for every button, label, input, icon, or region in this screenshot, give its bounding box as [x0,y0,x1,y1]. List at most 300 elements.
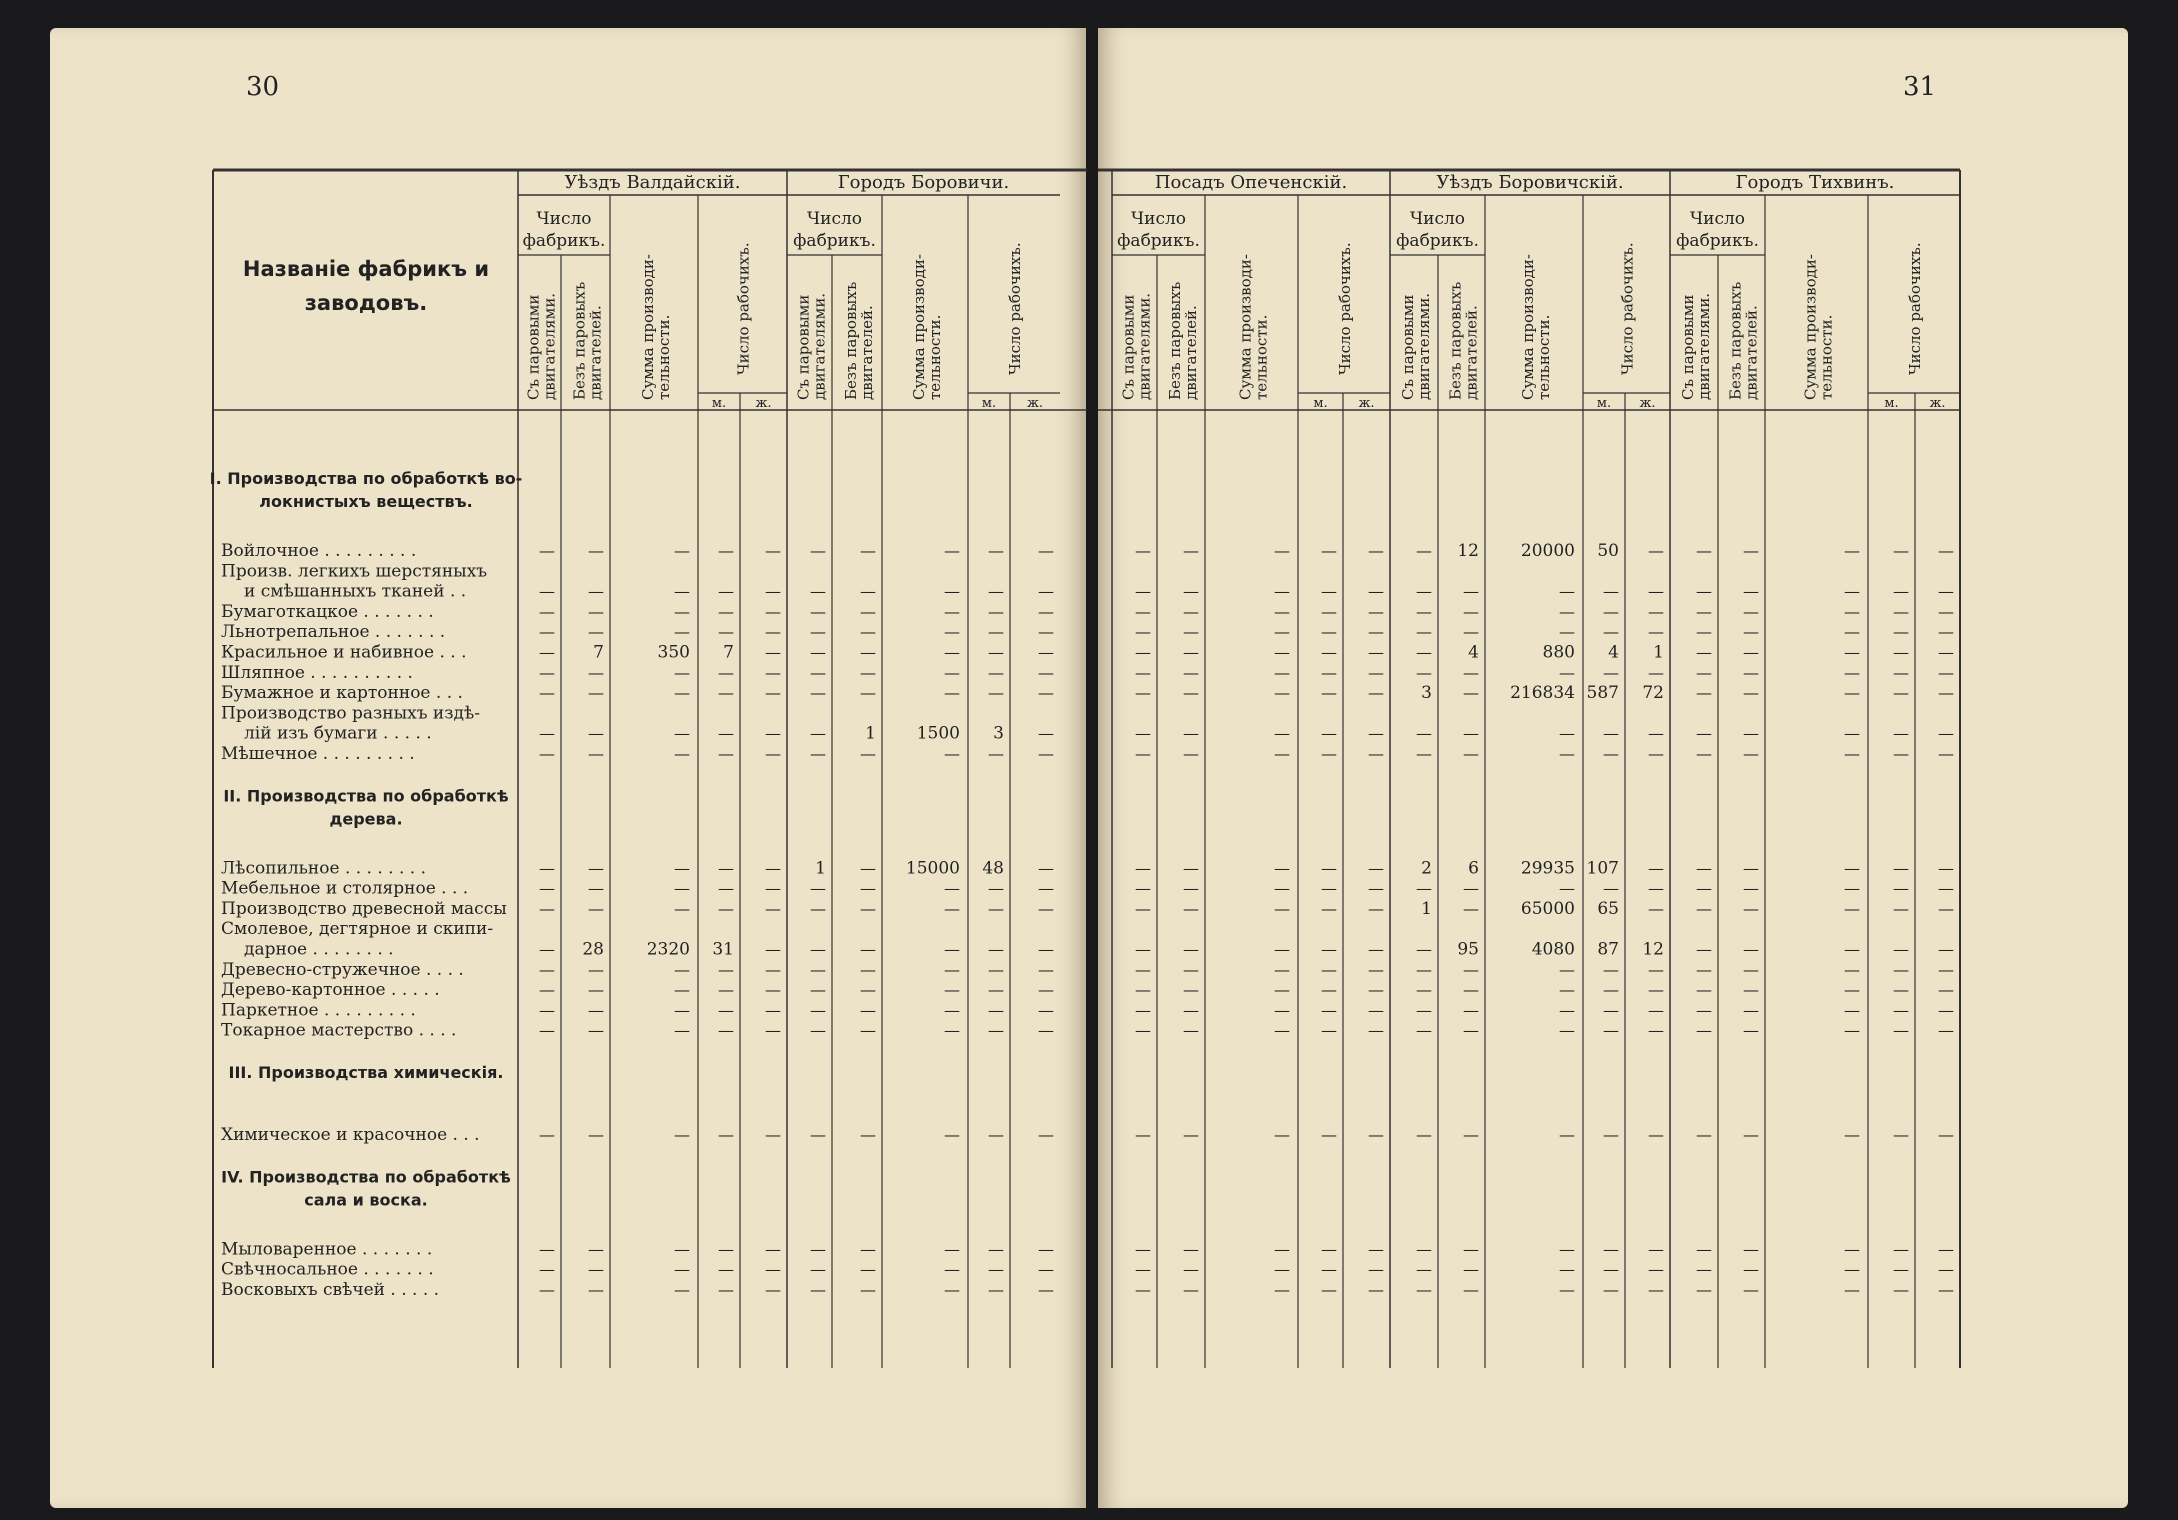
row-label: Свѣчносальное . . . . . . . [221,1259,434,1280]
dash-cell: — [944,662,960,682]
dash-cell: — [539,683,555,703]
workers-header: Число рабочихъ. [1906,242,1924,375]
dash-cell: — [1559,744,1575,763]
value-cell: 3 [1421,683,1432,704]
dash-cell: — [1893,622,1909,642]
dash-cell: — [1135,939,1151,959]
dash-cell: — [1743,723,1759,743]
dash-cell: — [1893,858,1909,878]
dash-cell: — [1743,1279,1759,1299]
nosteam-header: двигателей. [858,305,876,400]
dash-cell: — [1135,959,1151,979]
dash-cell: — [810,878,826,898]
sum-header: тельности. [926,314,944,400]
dash-cell: — [1938,858,1954,878]
dash-cell: — [1743,980,1759,1000]
row-label: Бумажное и картонное . . . [221,683,463,704]
dash-cell: — [1696,1125,1712,1144]
dash-cell: — [1135,642,1151,662]
dash-cell: — [1368,541,1384,560]
dash-cell: — [765,601,781,621]
dash-cell: — [1274,744,1290,763]
dash-cell: — [1416,601,1432,621]
count-header-line1: Число [1409,209,1466,229]
zh-header: ж. [755,396,772,411]
dash-cell: — [1938,601,1954,621]
dash-cell: — [1893,878,1909,898]
dash-cell: — [674,662,690,682]
dash-cell: — [1416,622,1432,642]
dash-cell: — [1603,878,1619,898]
dash-cell: — [1368,1239,1384,1259]
value-cell: 48 [982,858,1004,879]
dash-cell: — [539,541,555,560]
dash-cell: — [810,939,826,959]
dash-cell: — [539,1000,555,1020]
dash-cell: — [810,683,826,703]
dash-cell: — [1416,1000,1432,1020]
dash-cell: — [1696,980,1712,1000]
dash-cell: — [674,541,690,560]
dash-cell: — [988,601,1004,621]
dash-cell: — [1321,1000,1337,1020]
dash-cell: — [1274,1279,1290,1299]
dash-cell: — [860,878,876,898]
dash-cell: — [765,1020,781,1040]
dash-cell: — [1183,541,1199,560]
m-header: м. [1313,396,1328,411]
dash-cell: — [1938,980,1954,1000]
dash-cell: — [1893,1000,1909,1020]
zh-header: ж. [1929,396,1946,411]
dash-cell: — [1038,939,1054,959]
dash-cell: — [1743,878,1759,898]
dash-cell: — [1038,959,1054,979]
dash-cell: — [860,1000,876,1020]
value-cell: 2 [1421,858,1432,879]
dash-cell: — [1038,1259,1054,1279]
dash-cell: — [718,1279,734,1299]
dash-cell: — [860,1020,876,1040]
nosteam-header: Безъ паровыхъ [1726,281,1745,400]
value-cell: 12 [1457,541,1479,561]
m-header: м. [711,396,727,411]
left-page-number: 30 [246,72,280,102]
row-label: дарное . . . . . . . . [244,939,394,960]
dash-cell: — [1893,683,1909,703]
row-label: Производство разныхъ издѣ- [221,703,480,724]
dash-cell: — [1321,858,1337,878]
dash-cell: — [1368,959,1384,979]
dash-cell: — [1183,980,1199,1000]
dash-cell: — [718,1000,734,1020]
dash-cell: — [1696,878,1712,898]
workers-header: Число рабочихъ. [1006,242,1024,375]
dash-cell: — [1648,1020,1664,1040]
m-header: м. [981,396,997,411]
workers-header: Число рабочихъ. [1336,242,1354,375]
dash-cell: — [674,1125,690,1144]
sum-header: тельности. [1252,314,1271,400]
steam-header: Съ паровыми [1399,294,1417,400]
dash-cell: — [674,858,690,878]
dash-cell: — [1696,858,1712,878]
dash-cell: — [1743,939,1759,959]
dash-cell: — [810,980,826,1000]
dash-cell: — [1368,1259,1384,1279]
dash-cell: — [1938,959,1954,979]
dash-cell: — [810,601,826,621]
dash-cell: — [1603,1279,1619,1299]
dash-cell: — [588,1239,604,1259]
dash-cell: — [988,939,1004,959]
dash-cell: — [1648,878,1664,898]
dash-cell: — [1274,959,1290,979]
dash-cell: — [539,601,555,621]
value-cell: 2320 [646,939,690,960]
dash-cell: — [674,723,690,743]
dash-cell: — [1135,878,1151,898]
dash-cell: — [988,1279,1004,1299]
dash-cell: — [1938,541,1954,560]
dash-cell: — [1938,1259,1954,1279]
value-cell: 15000 [905,858,960,879]
dash-cell: — [1368,581,1384,601]
dash-cell: — [588,541,604,560]
dash-cell: — [810,1125,826,1144]
dash-cell: — [1274,1000,1290,1020]
dash-cell: — [1368,642,1384,662]
dash-cell: — [1274,622,1290,642]
dash-cell: — [944,1279,960,1299]
dash-cell: — [1135,1125,1151,1144]
dash-cell: — [539,1125,555,1144]
dash-cell: — [1893,744,1909,763]
dash-cell: — [1368,1279,1384,1299]
dash-cell: — [1274,683,1290,703]
dash-cell: — [1696,959,1712,979]
dash-cell: — [1893,723,1909,743]
dash-cell: — [1416,1125,1432,1144]
dash-cell: — [810,1259,826,1279]
dash-cell: — [1416,980,1432,1000]
dash-cell: — [718,980,734,1000]
dash-cell: — [1648,622,1664,642]
dash-cell: — [1135,662,1151,682]
dash-cell: — [588,744,604,763]
dash-cell: — [674,581,690,601]
section-heading: сала и воска. [304,1190,428,1210]
dash-cell: — [1463,744,1479,763]
dash-cell: — [1696,662,1712,682]
dash-cell: — [1463,1259,1479,1279]
dash-cell: — [674,1279,690,1299]
dash-cell: — [1368,1125,1384,1144]
dash-cell: — [1368,744,1384,763]
dash-cell: — [1183,744,1199,763]
dash-cell: — [1893,541,1909,560]
dash-cell: — [1648,723,1664,743]
dash-cell: — [1648,662,1664,682]
dash-cell: — [810,723,826,743]
dash-cell: — [1603,1259,1619,1279]
dash-cell: — [1135,1020,1151,1040]
dash-cell: — [1743,1000,1759,1020]
dash-cell: — [1368,601,1384,621]
dash-cell: — [1938,662,1954,682]
dash-cell: — [718,723,734,743]
dash-cell: — [810,1239,826,1259]
dash-cell: — [810,581,826,601]
dash-cell: — [1648,959,1664,979]
dash-cell: — [988,1020,1004,1040]
sum-header: тельности. [655,314,673,400]
count-header-line1: Число [1130,209,1187,229]
dash-cell: — [765,541,781,560]
dash-cell: — [718,959,734,979]
value-cell: 880 [1542,642,1575,663]
dash-cell: — [539,939,555,959]
dash-cell: — [1274,980,1290,1000]
dash-cell: — [1893,581,1909,601]
dash-cell: — [1416,744,1432,763]
dash-cell: — [1183,939,1199,959]
dash-cell: — [1559,581,1575,601]
sum-header: Сумма производи- [1236,254,1255,400]
dash-cell: — [988,622,1004,642]
dash-cell: — [1743,622,1759,642]
steam-header: двигателями. [1135,292,1154,400]
nosteam-header: двигателей. [1182,305,1200,400]
dash-cell: — [1038,662,1054,682]
steam-header: Съ паровыми [1119,294,1138,400]
dash-cell: — [1893,1125,1909,1144]
dash-cell: — [1463,1239,1479,1259]
dash-cell: — [1038,1279,1054,1299]
dash-cell: — [1135,744,1151,763]
dash-cell: — [1135,1259,1151,1279]
value-cell: 6 [1468,858,1479,879]
dash-cell: — [988,959,1004,979]
dash-cell: — [860,622,876,642]
dash-cell: — [810,642,826,662]
value-cell: 29935 [1520,858,1575,879]
dash-cell: — [1038,1125,1054,1144]
dash-cell: — [1559,1000,1575,1020]
dash-cell: — [588,1259,604,1279]
dash-cell: — [1559,1239,1575,1259]
dash-cell: — [674,959,690,979]
dash-cell: — [1648,1125,1664,1144]
row-label: Химическое и красочное . . . [221,1125,480,1145]
dash-cell: — [765,1279,781,1299]
section-heading: III. Производства химическія. [228,1063,504,1082]
dash-cell: — [1463,662,1479,682]
dash-cell: — [1559,980,1575,1000]
dash-cell: — [1416,581,1432,601]
dash-cell: — [810,662,826,682]
dash-cell: — [1696,1020,1712,1040]
dash-cell: — [1893,662,1909,682]
sum-header: Сумма производи- [1801,254,1820,400]
nosteam-header: Безъ паровыхъ [570,281,589,400]
zh-header: ж. [1026,396,1044,411]
dash-cell: — [810,1000,826,1020]
steam-header: Съ паровыми [524,294,543,400]
dash-cell: — [1559,662,1575,682]
dash-cell: — [860,898,876,918]
dash-cell: — [1603,1020,1619,1040]
dash-cell: — [539,959,555,979]
dash-cell: — [1183,642,1199,662]
dash-cell: — [765,642,781,662]
dash-cell: — [1844,898,1860,918]
row-label: Производство древесной массы [221,898,507,919]
m-header: м. [1596,396,1612,411]
dash-cell: — [588,601,604,621]
dash-cell: — [1603,622,1619,642]
dash-cell: — [1559,723,1575,743]
nosteam-header: Безъ паровыхъ [842,281,860,400]
dash-cell: — [810,898,826,918]
dash-cell: — [1893,939,1909,959]
m-header: м. [1884,396,1899,411]
dash-cell: — [1938,898,1954,918]
dash-cell: — [674,601,690,621]
dash-cell: — [860,581,876,601]
dash-cell: — [1743,541,1759,560]
dash-cell: — [765,744,781,763]
dash-cell: — [674,1259,690,1279]
dash-cell: — [988,744,1004,763]
dash-cell: — [1696,1279,1712,1299]
dash-cell: — [1648,1000,1664,1020]
dash-cell: — [944,939,960,959]
dash-cell: — [1696,642,1712,662]
dash-cell: — [1183,878,1199,898]
dash-cell: — [1844,959,1860,979]
dash-cell: — [1038,683,1054,703]
value-cell: 1500 [916,723,960,744]
dash-cell: — [539,1259,555,1279]
row-label: Войлочное . . . . . . . . . [221,541,417,561]
value-cell: 1 [865,723,876,744]
group-header-3: Посадъ Опеченскій. [1154,172,1348,193]
dash-cell: — [674,878,690,898]
dash-cell: — [1938,723,1954,743]
dash-cell: — [944,622,960,642]
dash-cell: — [1038,1000,1054,1020]
dash-cell: — [1648,1279,1664,1299]
value-cell: 350 [657,642,690,663]
dash-cell: — [588,980,604,1000]
dash-cell: — [1648,601,1664,621]
dash-cell: — [1893,1259,1909,1279]
dash-cell: — [988,1125,1004,1144]
dash-cell: — [944,581,960,601]
dash-cell: — [1463,898,1479,918]
dash-cell: — [1463,581,1479,601]
dash-cell: — [1274,1259,1290,1279]
dash-cell: — [860,858,876,878]
dash-cell: — [1135,541,1151,560]
dash-cell: — [1183,1125,1199,1144]
dash-cell: — [674,744,690,763]
dash-cell: — [1938,581,1954,601]
section-heading: I. Производства по обработкѣ во- [209,469,523,488]
dash-cell: — [1844,1020,1860,1040]
dash-cell: — [944,980,960,1000]
dash-cell: — [1274,541,1290,560]
dash-cell: — [1416,642,1432,662]
nosteam-header: двигателей. [1742,305,1761,400]
dash-cell: — [674,898,690,918]
dash-cell: — [1274,1239,1290,1259]
dash-cell: — [1038,878,1054,898]
dash-cell: — [1603,581,1619,601]
dash-cell: — [539,662,555,682]
dash-cell: — [1321,980,1337,1000]
dash-cell: — [1463,1020,1479,1040]
dash-cell: — [1274,1020,1290,1040]
dash-cell: — [1321,878,1337,898]
dash-cell: — [1135,1279,1151,1299]
dash-cell: — [1696,939,1712,959]
sum-header: Сумма производи- [910,254,928,400]
dash-cell: — [1274,1125,1290,1144]
dash-cell: — [674,622,690,642]
dash-cell: — [1274,581,1290,601]
dash-cell: — [1938,642,1954,662]
value-cell: 1 [815,858,826,879]
dash-cell: — [944,1259,960,1279]
dash-cell: — [588,1279,604,1299]
dash-cell: — [765,723,781,743]
dash-cell: — [1321,939,1337,959]
dash-cell: — [988,1000,1004,1020]
dash-cell: — [1135,898,1151,918]
row-label: Мебельное и столярное . . . [221,878,469,899]
nosteam-header: Безъ паровыхъ [1446,281,1465,400]
dash-cell: — [1603,980,1619,1000]
dash-cell: — [588,622,604,642]
dash-cell: — [718,541,734,560]
dash-cell: — [1183,858,1199,878]
dash-cell: — [588,683,604,703]
dash-cell: — [1416,878,1432,898]
dash-cell: — [1183,601,1199,621]
dash-cell: — [539,1239,555,1259]
dash-cell: — [1135,858,1151,878]
dash-cell: — [1321,541,1337,560]
dash-cell: — [1463,601,1479,621]
group-header-2: Городъ Боровичи. [837,172,1010,193]
dash-cell: — [1844,939,1860,959]
dash-cell: — [765,683,781,703]
dash-cell: — [1368,939,1384,959]
value-cell: 4 [1468,642,1479,663]
row-label: Льнотрепальное . . . . . . . [221,622,446,643]
value-cell: 587 [1586,683,1619,704]
dash-cell: — [1416,939,1432,959]
dash-cell: — [1648,1239,1664,1259]
workers-header: Число рабочихъ. [1618,242,1637,375]
dash-cell: — [1844,541,1860,560]
dash-cell: — [1844,1000,1860,1020]
dash-cell: — [1893,601,1909,621]
row-label: Дерево-картонное . . . . . [221,980,440,1001]
dash-cell: — [765,1125,781,1144]
